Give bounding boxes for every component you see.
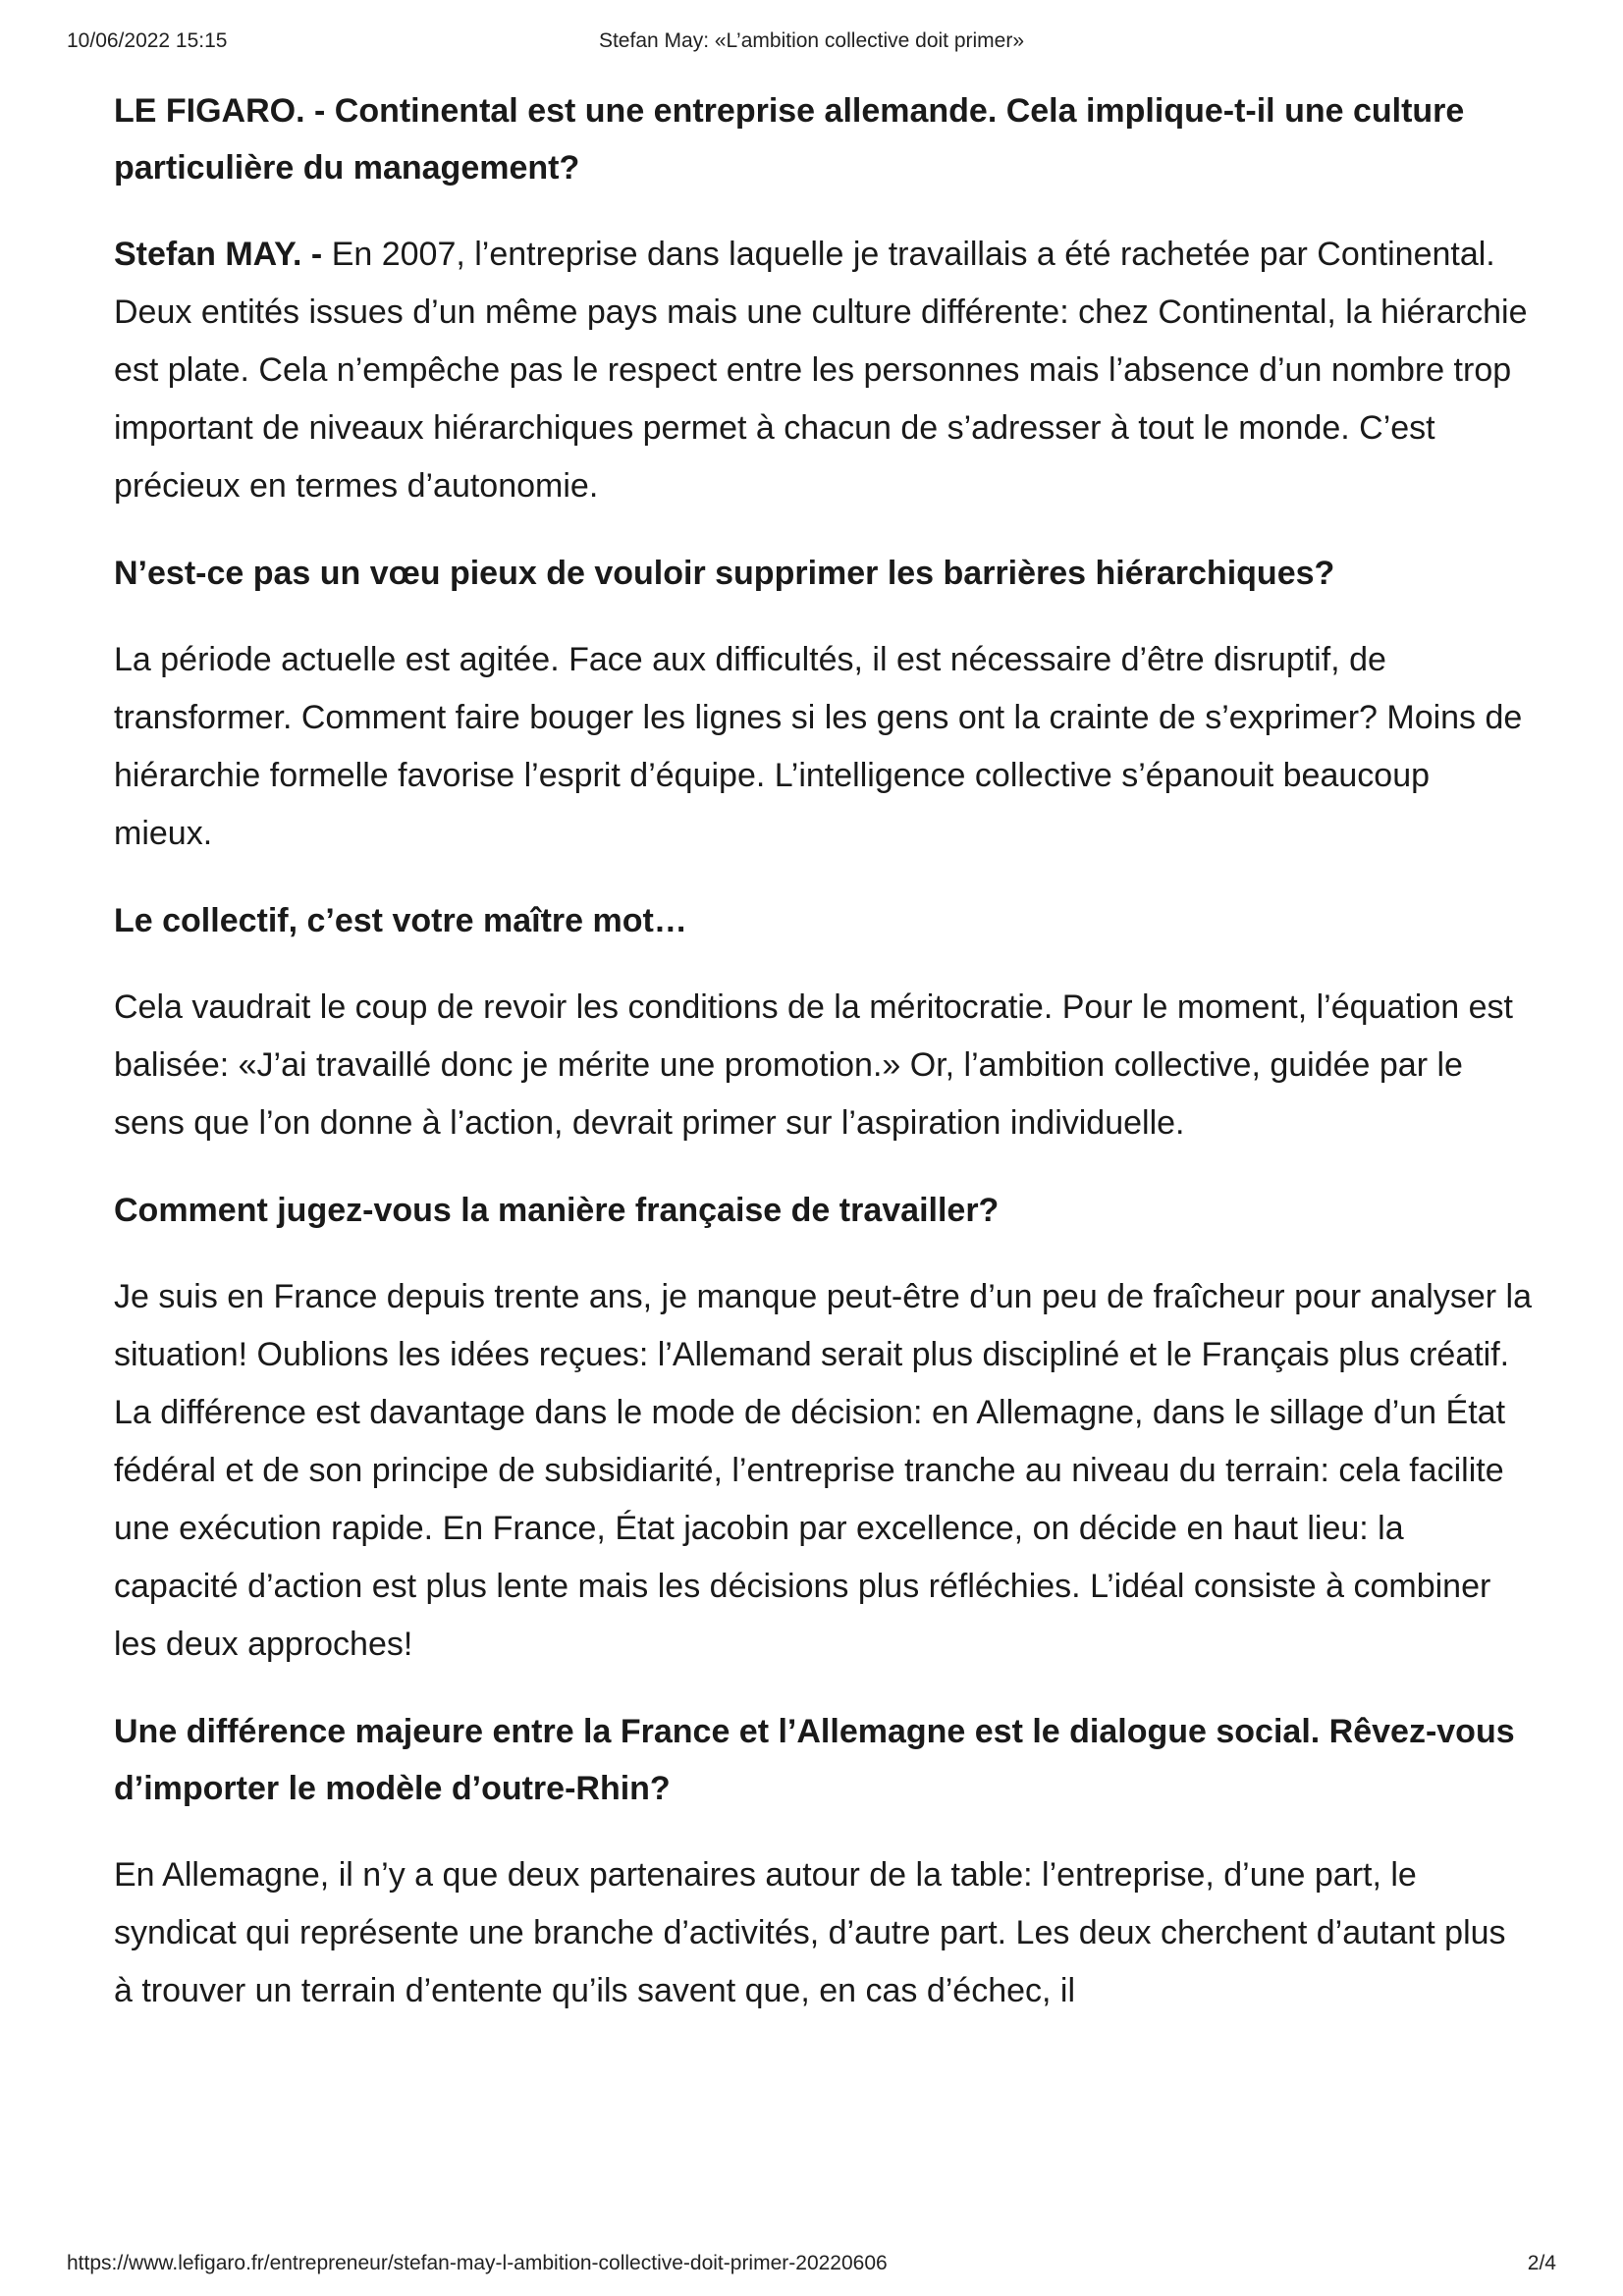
article-body: [114, 82, 1533, 2050]
page-number: 2/4: [1527, 2252, 1556, 2274]
answer-5: En Allemagne, il n’y a que deux partenaires autour de la table: l’entreprise, d’une part, le syndicat qui représente une branche d’activités, d’autre part. Les deux cherchent d’autant plus à trouver un terrain d’entente qu’ils savent que, en cas d’échec, il: [114, 1856, 1506, 2009]
question-4: Comment jugez-vous la manière française de travailler?: [114, 1192, 1000, 1229]
question-3: Le collectif, c’est votre maître mot…: [114, 902, 687, 939]
print-date: 10/06/2022 15:15: [67, 29, 228, 52]
print-title: Stefan May: «L’ambition collective doit primer»: [598, 29, 1025, 52]
question-5: Une différence majeure entre la France et l’Allemagne est le dialogue social. Rêvez-vous d’importer le modèle d’outre-Rhin?: [114, 1713, 1515, 1807]
answer-4: Je suis en France depuis trente ans, je manque peut-être d’un peu de fraîcheur pour analyser la situation! Oublions les idées reçues: l’Allemand serait plus discipliné et le Français plus créatif. La différence est davantage dans le mode de décision: en Allemagne, dans le sillage d’un État fédéral et de son principe de subsidiarité, l’entreprise tranche au niveau du terrain: cela facilite une exécution rapide. En France, État jacobin par excellence, on décide en haut lieu: la capacité d’action est plus lente mais les décisions plus réfléchies. L’idéal consiste à combiner les deux approches!: [114, 1278, 1532, 1663]
speaker-label: Stefan MAY. -: [114, 236, 332, 273]
answer-1-text: En 2007, l’entreprise dans laquelle je travaillais a été rachetée par Continental. Deux entités issues d’un même pays mais une culture différente: chez Continental, la hiérarchie est plate. Cela n’empêche pas le respect entre les personnes mais l’absence d’un nombre trop important de niveaux hiérarchiques permet à chacun de s’adresser à tout le monde. C’est précieux en termes d’autonomie.: [114, 236, 1528, 505]
page-url: https://www.lefigaro.fr/entrepreneur/stefan-may-l-ambition-collective-doit-primer-20220606: [67, 2252, 888, 2274]
print-footer: [67, 2252, 1556, 2281]
question-1: LE FIGARO. - Continental est une entreprise allemande. Cela implique-t-il une culture particulière du management?: [114, 92, 1465, 187]
question-2: N’est-ce pas un vœu pieux de vouloir supprimer les barrières hiérarchiques?: [114, 555, 1335, 592]
answer-1: [114, 226, 1533, 515]
print-header: [67, 29, 1556, 59]
answer-3: Cela vaudrait le coup de revoir les conditions de la méritocratie. Pour le moment, l’équation est balisée: «J’ai travaillé donc je mérite une promotion.» Or, l’ambition collective, guidée par le sens que l’on donne à l’action, devrait primer sur l’aspiration individuelle.: [114, 988, 1513, 1142]
answer-2: La période actuelle est agitée. Face aux difficultés, il est nécessaire d’être disruptif, de transformer. Comment faire bouger les lignes si les gens ont la crainte de s’exprimer? Moins de hiérarchie formelle favorise l’esprit d’équipe. L’intelligence collective s’épanouit beaucoup mieux.: [114, 641, 1523, 852]
